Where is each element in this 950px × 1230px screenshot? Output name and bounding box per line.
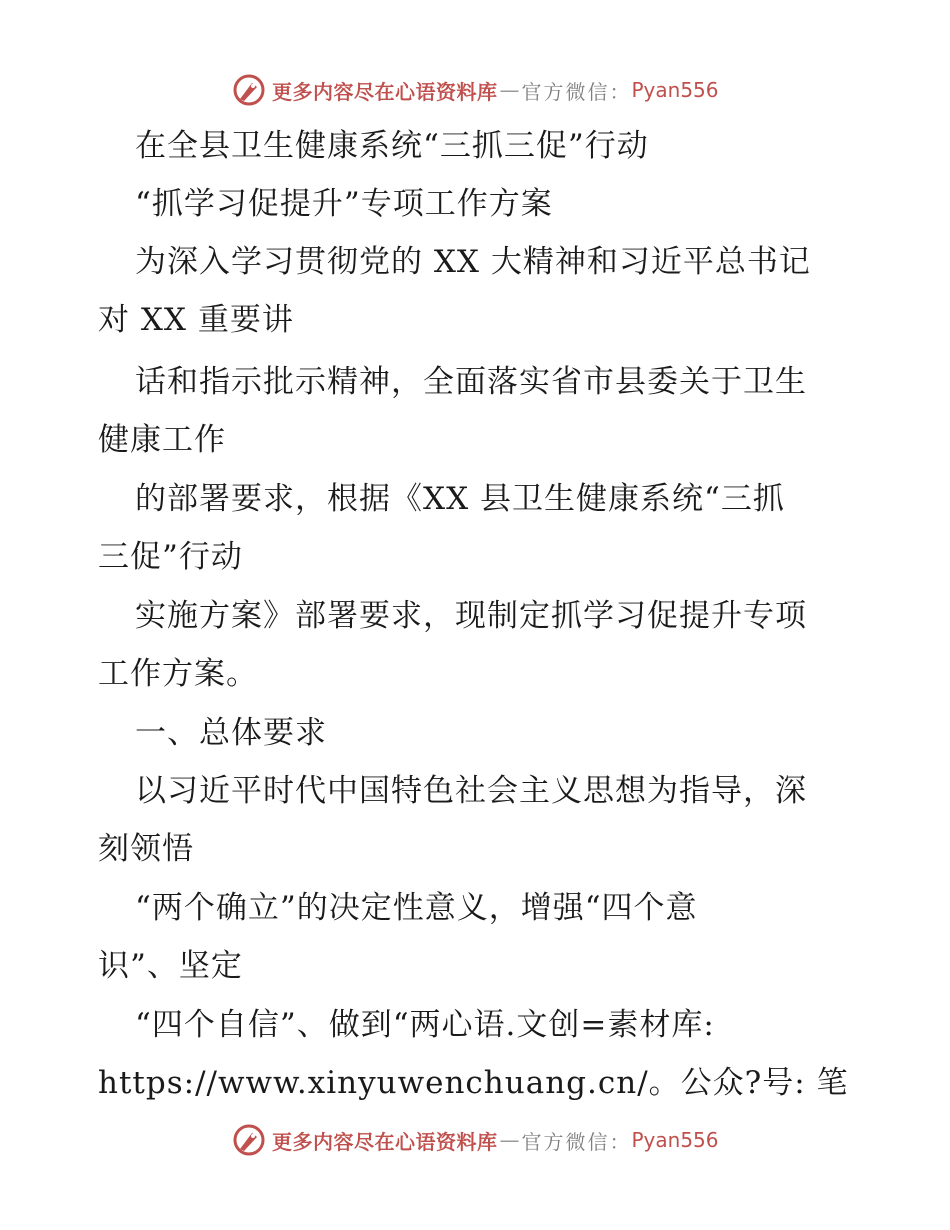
watermark-brand: 更多内容尽在心语资料库 (272, 79, 498, 104)
watermark-wechat-id: Pyan556 (631, 78, 719, 102)
body-line: 三促”行动 (98, 539, 243, 575)
body-line-url: https://www.xinyuwenchuang.cn/。公众?号: 笔 (98, 1065, 849, 1101)
watermark-wechat-id: Pyan556 (631, 1128, 719, 1152)
watermark-dash: — (499, 1128, 520, 1152)
body-line: 识”、坚定 (98, 948, 243, 984)
footer-watermark (232, 1120, 752, 1160)
pen-nib-logo-icon (232, 1123, 266, 1157)
section-heading: 一、总体要求 (135, 715, 327, 751)
watermark-brand: 更多内容尽在心语资料库 (272, 1129, 498, 1154)
header-watermark (232, 70, 752, 110)
watermark-label: 官方微信： (521, 79, 632, 104)
body-line: “四个自信”、做到“两心语.文创=素材库: (135, 1007, 715, 1043)
body-line: 以习近平时代中国特色社会主义思想为指导，深 (135, 773, 807, 809)
body-line: 刻领悟 (98, 831, 194, 867)
body-line: 话和指示批示精神，全面落实省市县委关于卫生 (135, 364, 807, 400)
watermark-dash: — (499, 78, 520, 102)
body-line: 工作方案。 (98, 656, 258, 692)
body-line: 为深入学习贯彻党的 XX 大精神和习近平总书记 (135, 244, 811, 280)
body-line: 的部署要求，根据《XX 县卫生健康系统“三抓 (135, 481, 785, 517)
watermark-label: 官方微信： (521, 1129, 632, 1154)
pen-nib-logo-icon (232, 73, 266, 107)
body-line: 实施方案》部署要求，现制定抓学习促提升专项 (135, 598, 807, 634)
body-line: “两个确立”的决定性意义，增强“四个意 (135, 890, 698, 926)
title-line-1: 在全县卫生健康系统“三抓三促”行动 (135, 128, 649, 164)
title-line-2: “抓学习促提升”专项工作方案 (135, 186, 553, 222)
body-line: 健康工作 (98, 422, 226, 458)
body-line: 对 XX 重要讲 (98, 302, 294, 338)
